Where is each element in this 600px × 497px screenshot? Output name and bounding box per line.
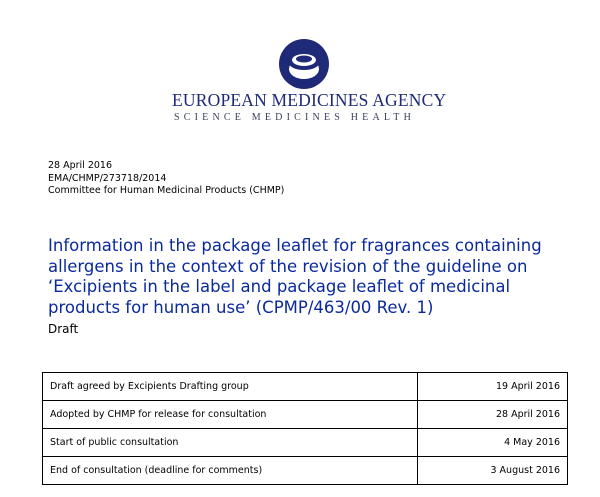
timeline-step-label: Draft agreed by Excipients Drafting group — [43, 373, 418, 401]
table-row — [43, 401, 568, 429]
table-row — [43, 373, 568, 401]
timeline-step-date: 19 April 2016 — [418, 373, 568, 401]
document-reference: EMA/CHMP/273718/2014 — [48, 172, 167, 184]
timeline-step-date: 4 May 2016 — [418, 429, 568, 457]
document-meta — [48, 160, 284, 198]
agency-tagline: SCIENCE MEDICINES HEALTH — [174, 112, 415, 123]
timeline-step-label: Start of public consultation — [43, 429, 418, 457]
timeline-step-date: 28 April 2016 — [418, 401, 568, 429]
agency-name: EUROPEAN MEDICINES AGENCY — [172, 90, 447, 110]
table-row — [43, 429, 568, 457]
document-status: Draft — [48, 322, 79, 336]
timeline-step-label: Adopted by CHMP for release for consultation — [43, 401, 418, 429]
table-row — [43, 457, 568, 485]
timeline-step-date: 3 August 2016 — [418, 457, 568, 485]
timeline-step-label: End of consultation (deadline for comments) — [43, 457, 418, 485]
committee-name: Committee for Human Medicinal Products (CHMP) — [48, 185, 285, 196]
document-date: 28 April 2016 — [48, 160, 113, 171]
ema-emblem-icon — [278, 38, 330, 90]
ema-logo — [0, 0, 600, 130]
document-title: Information in the package leaflet for fragrances containing allergens in the context of the revision of the guideline on ‘Excipients in the label and package leaflet of medicinal products for human use’ (CPMP/463/00 Rev. 1) — [48, 236, 542, 317]
consultation-timeline-table — [42, 372, 568, 485]
